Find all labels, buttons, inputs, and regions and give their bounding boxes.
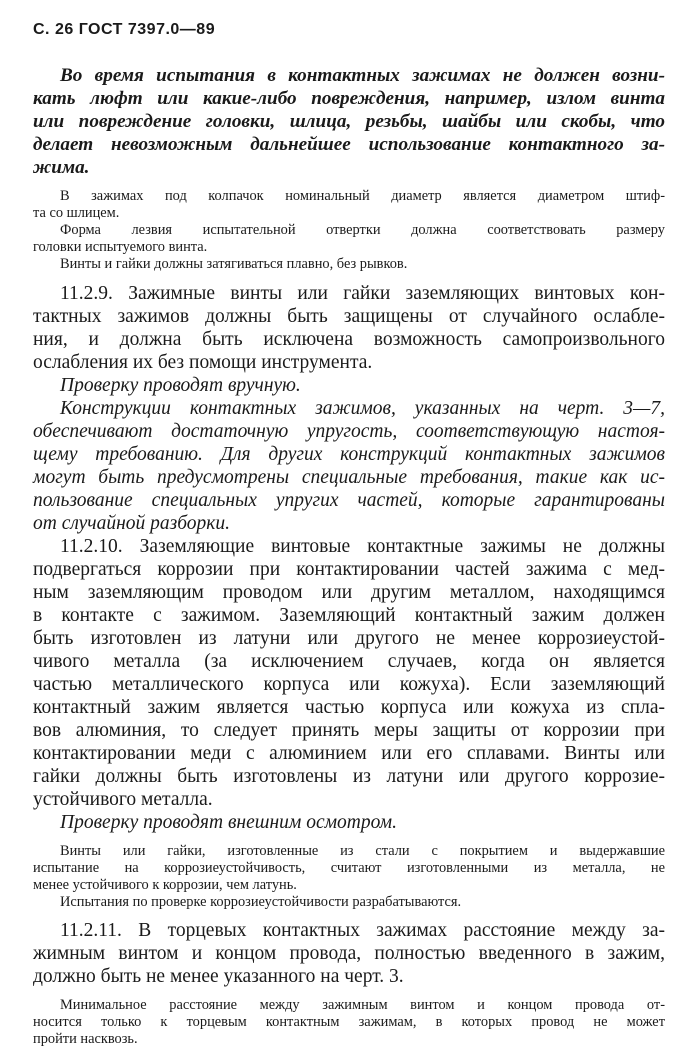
note-line: испытание на коррозиеустойчивость, считают изготовленными из металла, не (33, 860, 665, 876)
text-line: от случайной разборки. (33, 513, 231, 534)
text-line: ослабления их без помощи инструмента. (33, 352, 373, 373)
text-line: в контакте с зажимом. Заземляющий контактный зажим должен (33, 605, 665, 626)
note-line: та со шлицем. (33, 205, 120, 221)
text-line: Конструкции контактных зажимов, указанных на черт. 3—7, (60, 398, 665, 419)
text-line: обеспечивают достаточную упругость, соответствующую настоя- (33, 421, 665, 442)
check-method: Проверку проводят внешним осмотром. (60, 812, 397, 833)
note-line: Винты или гайки, изготовленные из стали с покрытием и выдержавшие (60, 843, 665, 859)
text-line: Во время испытания в контактных зажимах не должен возни- (60, 65, 665, 86)
text-line: быть изготовлен из латуни или другого не менее коррозиеустой- (33, 628, 665, 649)
text-line: делает невозможным дальнейшее использование контактного за- (33, 134, 665, 155)
page-header: С. 26 ГОСТ 7397.0—89 (33, 21, 216, 38)
note-line: пройти насквозь. (33, 1031, 138, 1047)
text-line: или повреждение головки, шлица, резьбы, шайбы или скобы, что (33, 111, 665, 132)
note-line: Испытания по проверке коррозиеустойчивости разрабатываются. (60, 894, 462, 910)
note-line: Винты и гайки должны затягиваться плавно, без рывков. (60, 256, 408, 272)
text-line: 11.2.9. Зажимные винты или гайки заземляющих винтовых кон- (60, 283, 665, 304)
note-line: носится только к торцевым контактным зажимам, в которых провод не может (33, 1014, 665, 1030)
note-line: менее устойчивого к коррозии, чем латунь. (33, 877, 297, 893)
text-line: подвергаться коррозии при контактировании частей зажима с мед- (33, 559, 665, 580)
text-line: вов алюминия, то следует принять меры защиты от коррозии при (33, 720, 665, 741)
text-line: должно быть не менее указанного на черт. 3. (33, 966, 404, 987)
note-line: Минимальное расстояние между зажимным винтом и концом провода от- (60, 997, 665, 1013)
text-line: контактный зажим является частью корпуса или кожуха из спла- (33, 697, 665, 718)
text-line: гайки должны быть изготовлены из латуни или другого коррозие- (33, 766, 665, 787)
text-line: устойчивого металла. (33, 789, 213, 810)
text-line: чивого металла (за исключением случаев, когда он является (33, 651, 665, 672)
check-method: Проверку проводят вручную. (60, 375, 301, 396)
text-line: щему требованию. Для других конструкций контактных зажимов (33, 444, 665, 465)
text-line: жимным винтом и концом провода, полностью введенного в зажим, (33, 943, 665, 964)
text-line: 11.2.10. Заземляющие винтовые контактные зажимы не должны (60, 536, 665, 557)
text-line: ным заземляющим проводом или другим металлом, находящимся (33, 582, 665, 603)
note-line: Форма лезвия испытательной отвертки должна соответствовать размеру (60, 222, 665, 238)
text-line: ния, и должна быть исключена возможность самопроизвольного (33, 329, 665, 350)
text-line: 11.2.11. В торцевых контактных зажимах расстояние между за- (60, 920, 665, 941)
text-line: пользование специальных упругих частей, которые гарантированы (33, 490, 665, 511)
text-line: могут быть предусмотрены специальные требования, такие как ис- (33, 467, 665, 488)
text-line: кать люфт или какие-либо повреждения, например, излом винта (33, 88, 665, 109)
text-line: тактных зажимов должны быть защищены от случайного ослабле- (33, 306, 665, 327)
text-line: жима. (33, 157, 90, 178)
text-line: частью металлического корпуса или кожуха). Если заземляющий (33, 674, 665, 695)
note-line: В зажимах под колпачок номинальный диаметр является диаметром штиф- (60, 188, 665, 204)
note-line: головки испытуемого винта. (33, 239, 208, 255)
text-line: контактировании меди с алюминием или его сплавами. Винты или (33, 743, 665, 764)
